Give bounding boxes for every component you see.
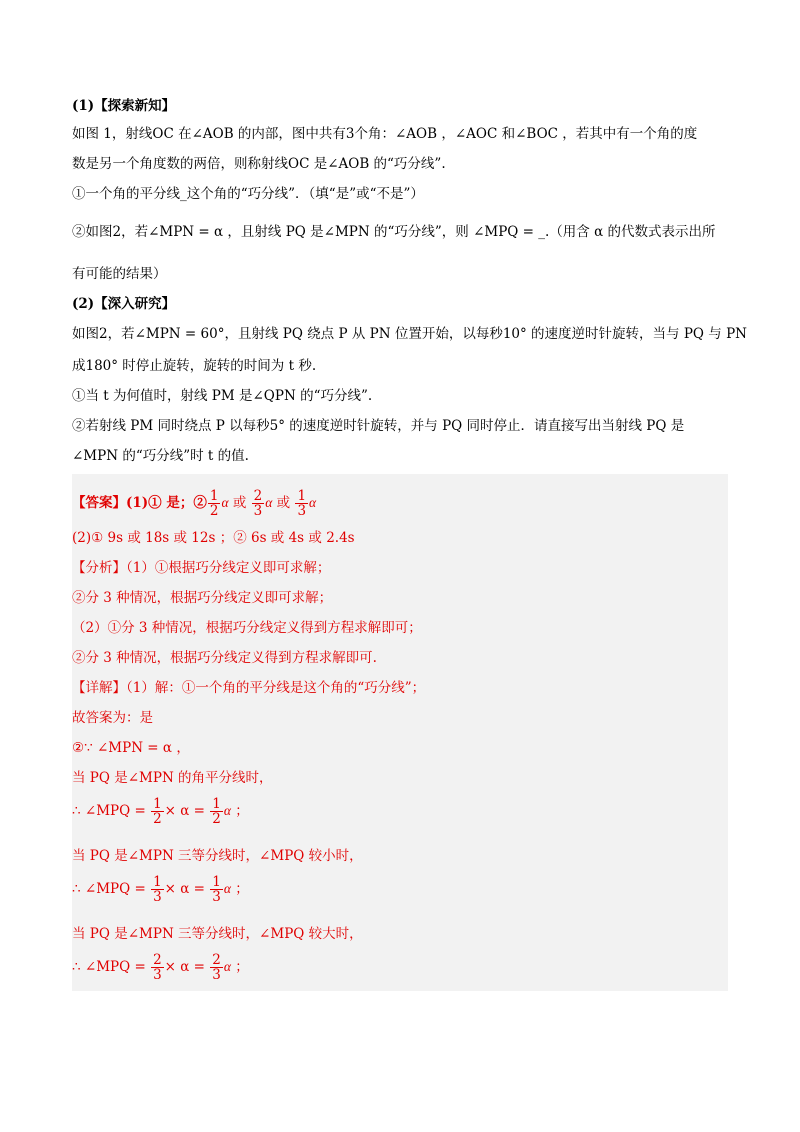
part1-intro-line1: 如图 1，射线OC 在∠AOB 的内部，图中共有3个角：∠AOB ，∠AOC 和∠BOC ，若其中有一个角的度 [72, 126, 698, 142]
analysis-1: 【分析】（1）①根据巧分线定义即可求解； [72, 560, 331, 576]
fraction-one-third: $\frac{1}{3}$ [297, 488, 307, 519]
case3-equation: ∴ ∠MPQ = $\frac{2}{3}$ × α = $\frac{2}{3}$ α ； [72, 952, 249, 983]
fraction-two-thirds: $\frac{2}{3}$ [253, 488, 263, 519]
answer-line2: (2)① 9s 或 18s 或 12s ；② 6s 或 4s 或 2.4s [72, 530, 355, 546]
question-1: ①一个角的平分线_这个角的“巧分线”．（填“是”或“不是”） [72, 186, 424, 202]
fraction-one-half: $\frac{1}{2}$ [209, 488, 219, 519]
part2-title: (2)【深入研究】 [72, 296, 176, 312]
detail-4: 当 PQ 是∠MPN 的角平分线时， [72, 770, 273, 786]
detail-1: 【详解】（1）解：①一个角的平分线是这个角的“巧分线”； [72, 680, 426, 696]
detail-3: ②∵ ∠MPN = α ， [72, 740, 190, 756]
question-4-line2: ∠MPN 的“巧分线”时 t 的值. [72, 448, 249, 464]
part2-intro-line2: 成180° 时停止旋转，旋转的时间为 t 秒. [72, 358, 317, 374]
part1-intro-line2: 数是另一个角度数的两倍，则称射线OC 是∠AOB 的“巧分线”. [72, 156, 446, 172]
case1-equation: ∴ ∠MPQ = $\frac{1}{2}$ × α = $\frac{1}{2}$ α ； [72, 796, 249, 827]
detail-6: 当 PQ 是∠MPN 三等分线时，∠MPQ 较大时， [72, 926, 363, 942]
analysis-4: ②分 3 种情况，根据巧分线定义得到方程求解即可. [72, 650, 377, 666]
part2-intro-line1: 如图2，若∠MPN = 60°，且射线 PQ 绕点 P 从 PN 位置开始，以每秒10° 的速度逆时针旋转，当与 PQ 与 PN [72, 326, 747, 342]
question-2-line1: ②如图2，若∠MPN = α ，且射线 PQ 是∠MPN 的“巧分线”，则 ∠MPQ = _.（用含 α 的代数式表示出所 [72, 224, 716, 240]
analysis-3: （2）①分 3 种情况，根据巧分线定义得到方程求解即可； [72, 620, 422, 636]
detail-5: 当 PQ 是∠MPN 三等分线时，∠MPQ 较小时， [72, 848, 363, 864]
answer-line1: 【答案】(1)① 是；② $\frac{1}{2}$ α 或 $\frac{2}{3}$ α 或 $\frac{1}{3}$ α [72, 488, 317, 519]
detail-2: 故答案为：是 [72, 710, 153, 726]
answer-label: 【答案】(1)① 是；② [72, 495, 207, 511]
analysis-2: ②分 3 种情况，根据巧分线定义即可求解； [72, 590, 333, 606]
question-2-line2: 有可能的结果） [72, 266, 167, 282]
answer-section [72, 474, 728, 991]
case2-equation: ∴ ∠MPQ = $\frac{1}{3}$ × α = $\frac{1}{3}$ α ； [72, 874, 249, 905]
question-4-line1: ②若射线 PM 同时绕点 P 以每秒5° 的速度逆时针旋转，并与 PQ 同时停止．请直接写出当射线 PQ 是 [72, 418, 685, 434]
part1-title: (1)【探索新知】 [72, 98, 176, 114]
question-3: ①当 t 为何值时，射线 PM 是∠QPN 的“巧分线”. [72, 388, 373, 404]
